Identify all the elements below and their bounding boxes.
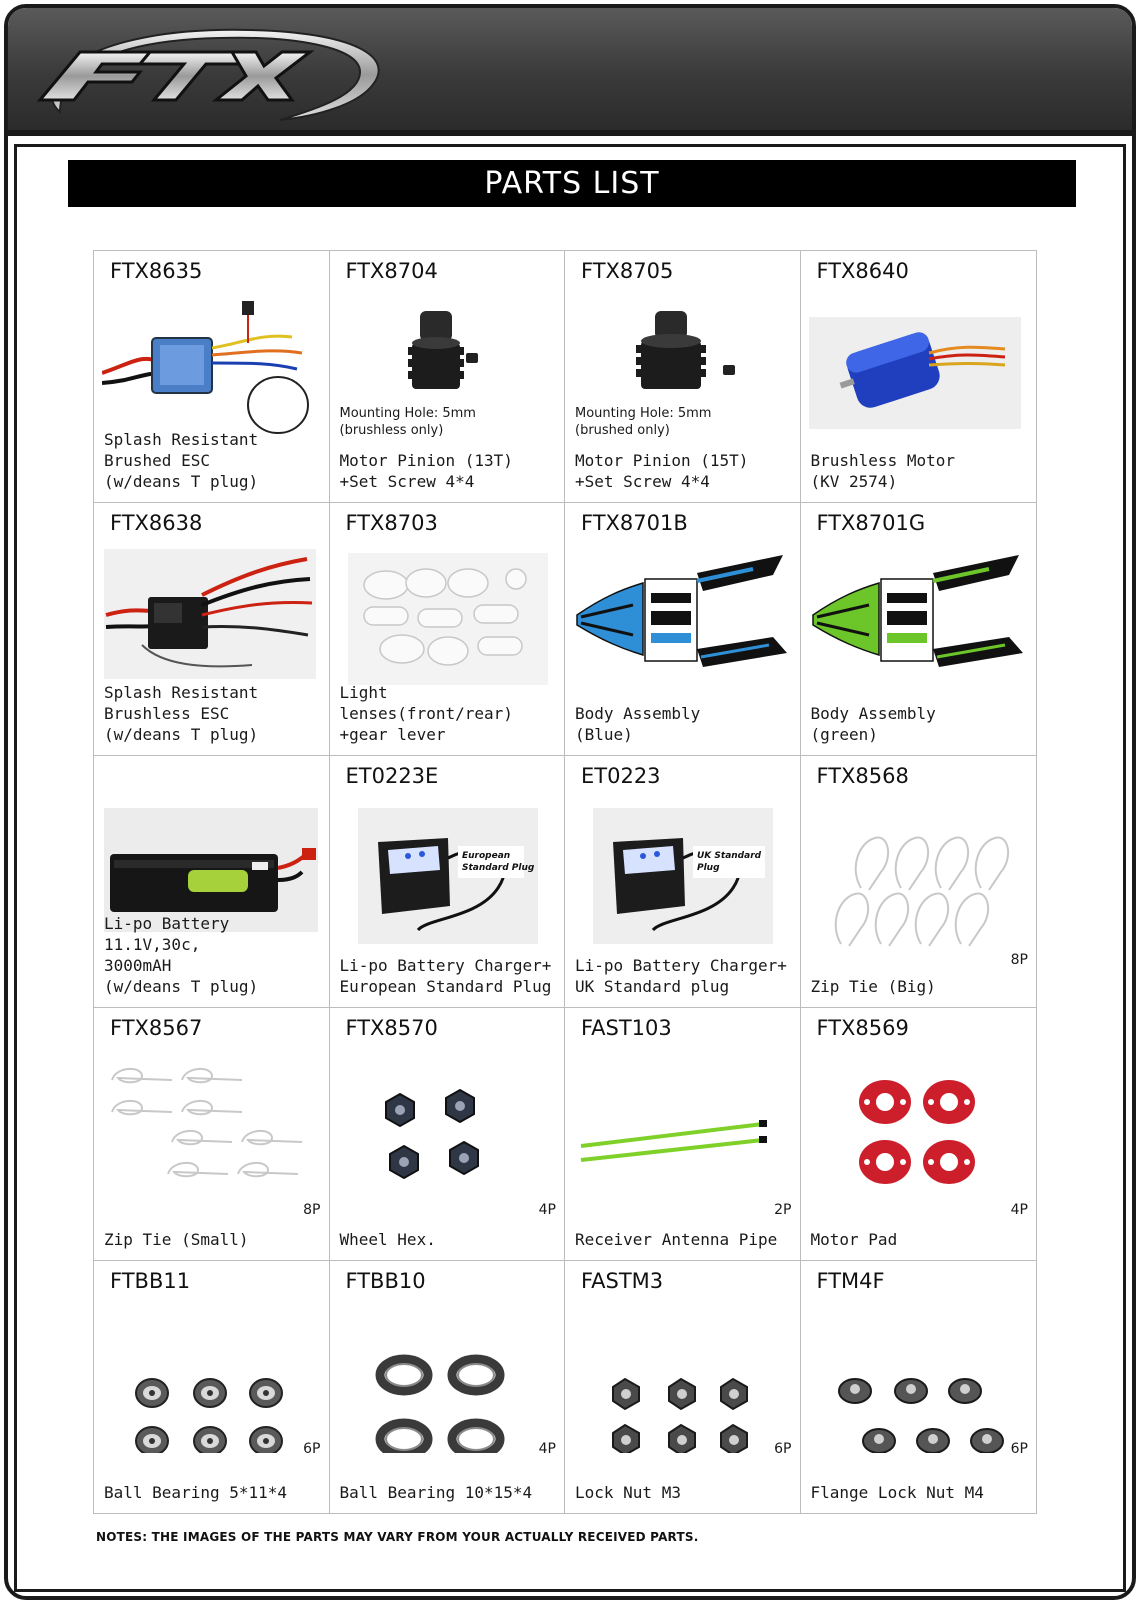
part-code: FTBB11 (110, 1268, 191, 1293)
part-description: Light lenses(front/rear) +gear lever (339, 682, 513, 744)
motor-pad-image (809, 1050, 1029, 1200)
part-code: FTX8638 (110, 511, 203, 536)
part-code: ET0223E (345, 763, 439, 788)
part-cell (801, 1008, 1037, 1260)
part-description: Flange Lock Nut M4 (810, 1482, 984, 1502)
part-code: FTX8570 (345, 1016, 438, 1041)
svg-text:European: European (461, 850, 510, 861)
part-code: FTX8569 (816, 1016, 909, 1041)
brushless-motor-image (809, 293, 1029, 443)
light-lenses-image (338, 545, 558, 695)
svg-text:Plug: Plug (697, 862, 720, 873)
quantity-label: 2P (774, 1202, 792, 1219)
brushed-esc-image (102, 293, 322, 443)
ball-bearing-large-image (338, 1303, 558, 1453)
part-cell (330, 503, 566, 755)
part-cell (565, 1008, 801, 1260)
quantity-label: 4P (538, 1202, 556, 1219)
mounting-hole-note: Mounting Hole: 5mm (brushed only) (575, 406, 712, 438)
part-cell (801, 503, 1037, 755)
part-description: Li-po Battery 11.1V,30c, 3000mAH (w/deans T plug) (104, 914, 259, 997)
part-cell (330, 756, 566, 1008)
part-code: ET0223 (581, 763, 661, 788)
part-cell (565, 756, 801, 1008)
part-description: Body Assembly (green) (810, 703, 936, 744)
notes-disclaimer: NOTES: THE IMAGES OF THE PARTS MAY VARY FROM YOUR ACTUALLY RECEIVED PARTS. (96, 1530, 699, 1544)
lock-nut-image (573, 1303, 793, 1453)
part-description: Ball Bearing 10*15*4 (339, 1482, 533, 1502)
part-description: Zip Tie (Small) (104, 1229, 249, 1249)
charger-eu-image (338, 798, 558, 948)
part-description: Motor Pinion (13T) +Set Screw 4*4 (339, 451, 513, 492)
part-code: FASTM3 (581, 1268, 664, 1293)
part-description: Splash Resistant Brushed ESC (w/deans T plug) (104, 430, 259, 492)
part-cell (94, 503, 330, 755)
part-description: Li-po Battery Charger+ UK Standard plug (575, 956, 787, 997)
part-code: FTX8701G (816, 511, 926, 536)
charger-uk-image (573, 798, 793, 948)
brushless-esc-image (102, 545, 322, 695)
body-green-image (809, 545, 1029, 695)
part-description: Li-po Battery Charger+ European Standard Plug (339, 956, 552, 997)
ftx-logo (20, 16, 390, 128)
part-cell (94, 1261, 330, 1513)
part-cell (330, 1261, 566, 1513)
quantity-label: 8P (1010, 951, 1028, 968)
zip-tie-small-image (102, 1050, 322, 1200)
quantity-label: 6P (303, 1440, 321, 1457)
body-blue-image (573, 545, 793, 695)
part-code: FAST103 (581, 1016, 672, 1041)
header-bar (8, 8, 1132, 136)
mounting-hole-note: Mounting Hole: 5mm (brushless only) (339, 406, 476, 438)
page-title: PARTS LIST (484, 166, 660, 201)
part-description: Brushless Motor (KV 2574) (810, 451, 955, 492)
quantity-label: 6P (774, 1440, 792, 1457)
antenna-pipe-image (573, 1050, 793, 1200)
part-code: FTX8703 (345, 511, 438, 536)
part-description: Ball Bearing 5*11*4 (104, 1482, 288, 1502)
quantity-label: 6P (1010, 1440, 1028, 1457)
part-code: FTX8705 (581, 259, 674, 283)
part-code: FTX8640 (816, 259, 909, 283)
part-description: Motor Pad (810, 1229, 898, 1249)
part-cell (94, 251, 330, 503)
part-cell (565, 503, 801, 755)
quantity-label: 4P (1010, 1202, 1028, 1219)
quantity-label: 4P (538, 1440, 556, 1457)
parts-list-title-bar (68, 160, 1076, 207)
flange-lock-nut-image (809, 1303, 1029, 1453)
part-description: Receiver Antenna Pipe (575, 1229, 778, 1249)
part-cell (565, 1261, 801, 1513)
part-cell (801, 251, 1037, 503)
part-cell (330, 1008, 566, 1260)
part-cell (565, 251, 801, 503)
part-description: Zip Tie (Big) (810, 977, 936, 997)
part-cell (94, 1008, 330, 1260)
part-cell (94, 756, 330, 1008)
part-description: Splash Resistant Brushless ESC (w/deans T plug) (104, 682, 259, 744)
parts-grid (93, 250, 1037, 1514)
part-description: Motor Pinion (15T) +Set Screw 4*4 (575, 451, 749, 492)
part-code: FTX8568 (816, 763, 909, 788)
svg-text:UK Standard: UK Standard (697, 850, 762, 861)
wheel-hex-image (338, 1050, 558, 1200)
part-cell (330, 251, 566, 503)
part-description: Lock Nut M3 (575, 1482, 681, 1502)
part-code: FTX8567 (110, 1016, 203, 1041)
zip-tie-big-image (809, 798, 1029, 948)
part-description: Body Assembly (Blue) (575, 703, 701, 744)
part-code: FTM4F (816, 1268, 885, 1293)
part-code: FTBB10 (345, 1268, 426, 1293)
part-cell (801, 756, 1037, 1008)
part-code: FTX8704 (345, 259, 438, 283)
part-description: Wheel Hex. (339, 1229, 436, 1249)
part-code: FTX8635 (110, 259, 203, 283)
part-code: FTX8701B (581, 511, 688, 536)
ball-bearing-small-image (102, 1303, 322, 1453)
part-cell (801, 1261, 1037, 1513)
quantity-label: 8P (303, 1202, 321, 1219)
svg-text:Standard Plug: Standard Plug (461, 862, 534, 873)
